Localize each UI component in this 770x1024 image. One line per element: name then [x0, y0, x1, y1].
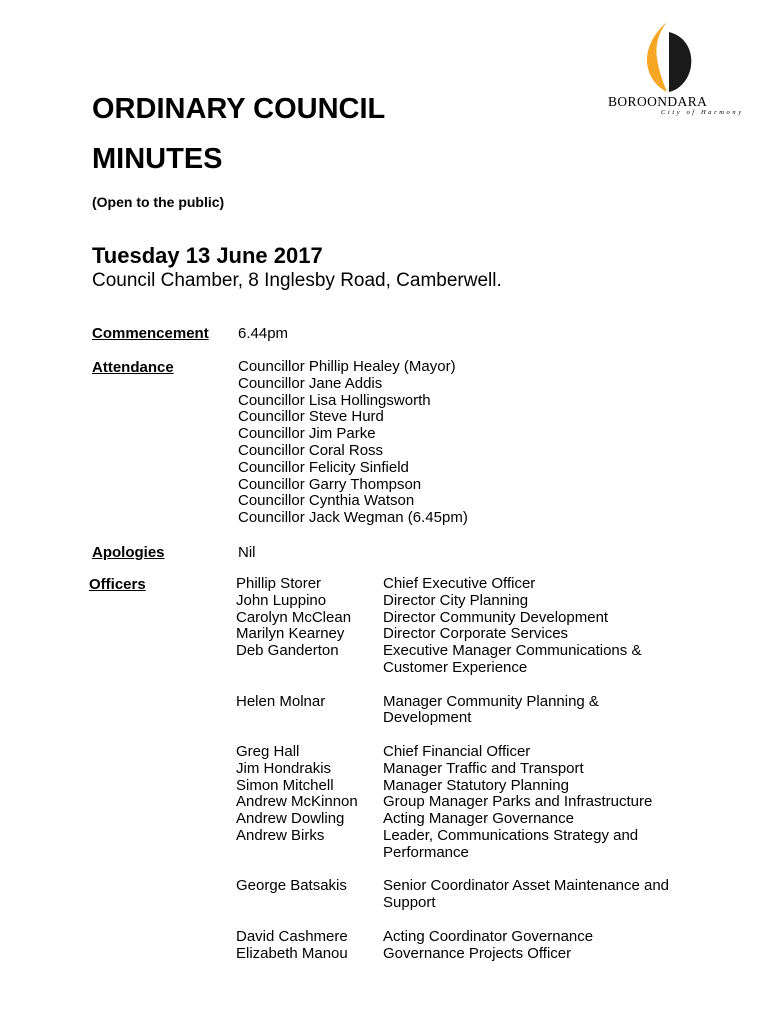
officer-row [236, 643, 706, 677]
officer-role: Executive Manager Communications & Customer Experience [383, 642, 642, 676]
attendance-label: Attendance [92, 359, 174, 376]
logo-name: BOROONDARA [608, 94, 708, 109]
officer-row [236, 794, 706, 811]
officer-row [236, 929, 706, 946]
officer-role: Chief Executive Officer [383, 575, 536, 592]
officer-name: Carolyn McClean [236, 608, 352, 626]
officer-name: Jim Hondrakis [236, 759, 332, 777]
attendance-item: Councillor Garry Thompson [238, 475, 422, 493]
attendance-list [238, 359, 468, 527]
officer-name: Phillip Storer [236, 575, 322, 592]
flame-logo-icon [639, 22, 695, 94]
attendance-item: Councillor Steve Hurd [238, 408, 384, 426]
officer-row [236, 946, 706, 963]
officer-row [236, 828, 706, 862]
document-subtitle: (Open to the public) [92, 194, 225, 210]
officer-row [236, 593, 706, 610]
attendance-item: Councillor Phillip Healey (Mayor) [238, 358, 456, 375]
officer-role: Director Community Development [383, 608, 609, 626]
officer-role: Manager Community Planning & Development [383, 692, 599, 727]
officer-name: Deb Ganderton [236, 642, 339, 660]
officer-role: Manager Statutory Planning [383, 776, 569, 794]
boroondara-logo [606, 22, 742, 122]
document-title-line-1: ORDINARY COUNCIL [92, 93, 386, 125]
officer-row [236, 626, 706, 643]
attendance-item: Councillor Lisa Hollingsworth [238, 391, 431, 409]
attendance-item: Councillor Coral Ross [238, 441, 384, 459]
meeting-location: Council Chamber, 8 Inglesby Road, Camberwell. [92, 270, 502, 291]
officer-row [236, 761, 706, 778]
attendance-item: Councillor Jim Parke [238, 425, 376, 443]
apologies-label: Apologies [92, 544, 165, 561]
attendance-item: Councillor Cynthia Watson [238, 492, 415, 510]
commencement-label: Commencement [92, 325, 209, 342]
officer-role: Leader, Communications Strategy and Performance [383, 826, 639, 861]
document-title-line-2: MINUTES [92, 143, 223, 175]
officer-role: Director City Planning [383, 591, 529, 609]
officer-role: Acting Coordinator Governance [383, 927, 594, 945]
officer-role: Director Corporate Services [383, 625, 569, 643]
attendance-item: Councillor Jack Wegman (6.45pm) [238, 509, 468, 527]
officer-name: Andrew Birks [236, 826, 325, 844]
officer-name: Simon Mitchell [236, 776, 334, 794]
officer-role: Group Manager Parks and Infrastructure [383, 793, 653, 811]
officer-name: Helen Molnar [236, 692, 326, 710]
officer-role: Senior Coordinator Asset Maintenance and Support [383, 877, 670, 912]
officer-role: Chief Financial Officer [383, 742, 531, 760]
officer-name: John Luppino [236, 591, 327, 609]
officer-name: Andrew McKinnon [236, 793, 358, 811]
officer-row [236, 610, 706, 627]
attendance-item: Councillor Felicity Sinfield [238, 458, 409, 476]
meeting-date: Tuesday 13 June 2017 [92, 243, 323, 268]
officer-row [236, 811, 706, 828]
commencement-time: 6.44pm [238, 325, 289, 342]
officers-list [236, 576, 706, 962]
officer-name: David Cashmere [236, 927, 348, 945]
officer-role: Governance Projects Officer [383, 944, 572, 962]
logo-tagline: City of Harmony [661, 109, 744, 116]
apologies-value: Nil [238, 544, 256, 561]
officer-name: Andrew Dowling [236, 810, 345, 828]
attendance-item: Councillor Jane Addis [238, 374, 383, 392]
officer-row [236, 778, 706, 795]
officer-row [236, 576, 706, 593]
officer-row [236, 878, 706, 912]
officer-name: Greg Hall [236, 742, 300, 760]
officer-role: Manager Traffic and Transport [383, 759, 584, 777]
officer-name: Elizabeth Manou [236, 944, 348, 962]
officer-name: Marilyn Kearney [236, 625, 345, 643]
officers-label: Officers [89, 576, 146, 593]
officer-name: George Batsakis [236, 877, 347, 895]
officer-row [236, 744, 706, 761]
officer-row [236, 694, 706, 728]
officer-role: Acting Manager Governance [383, 810, 574, 828]
